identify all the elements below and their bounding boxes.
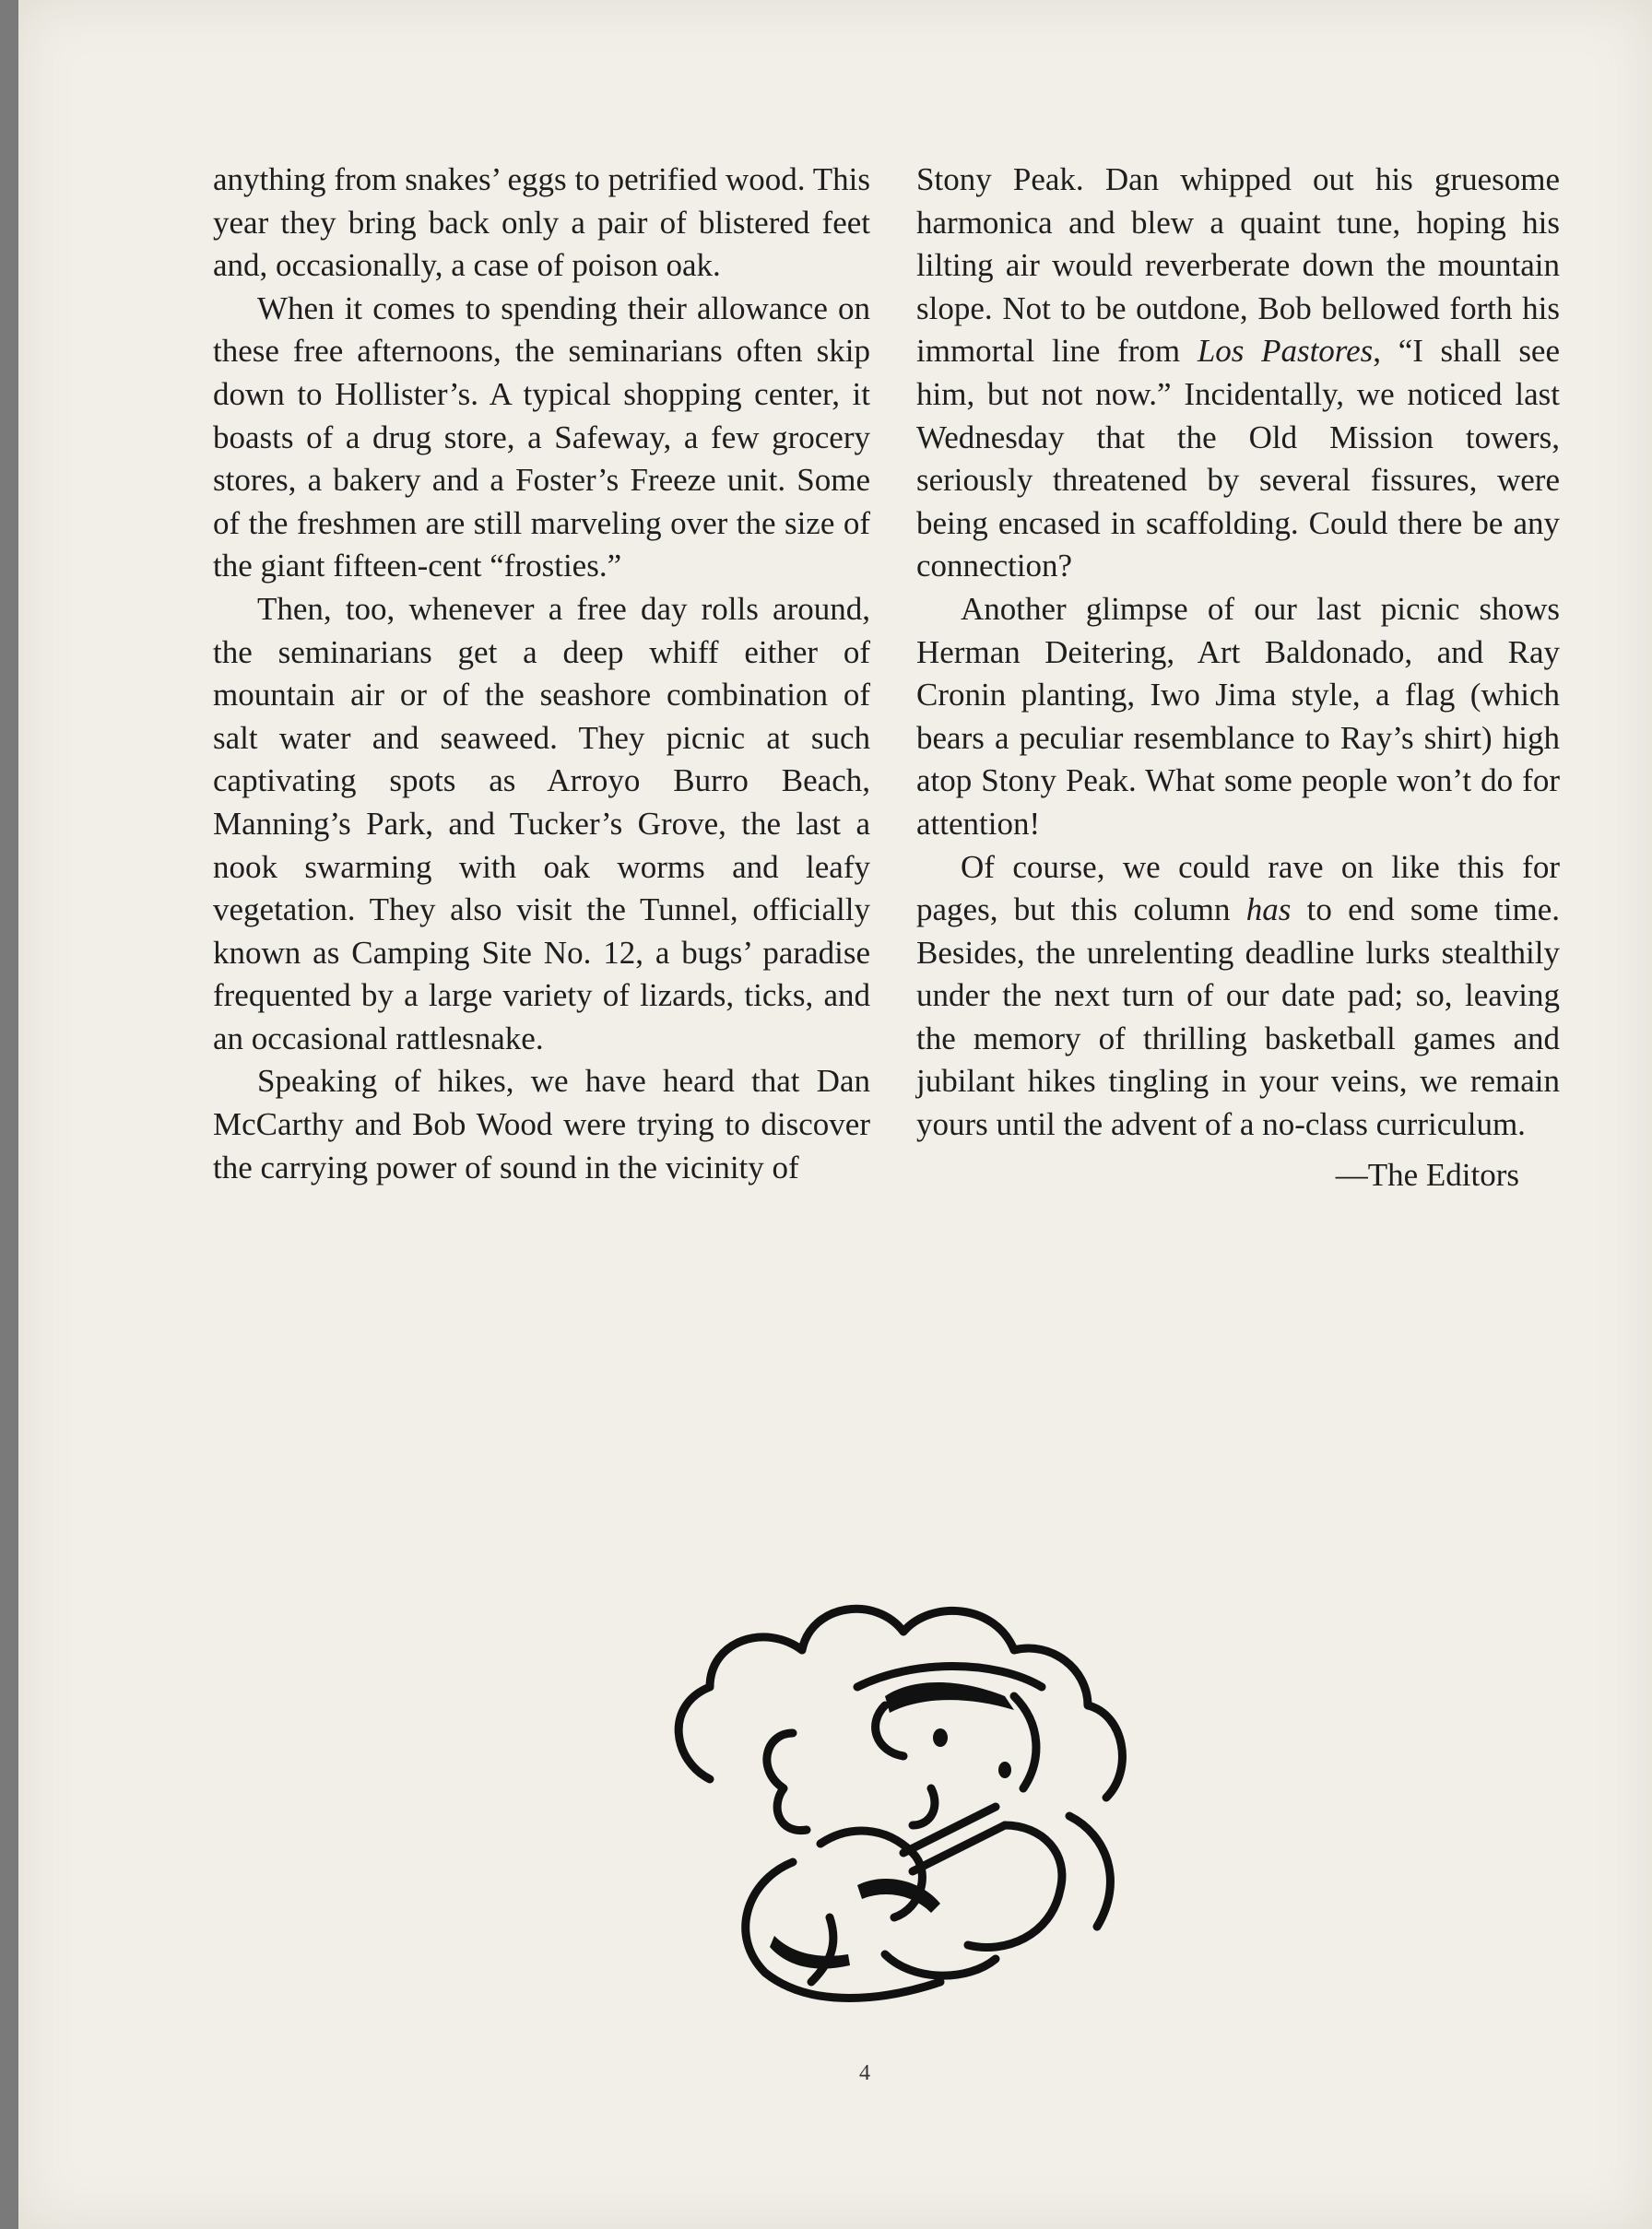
paragraph: Then, too, whenever a free day rolls around, the seminarians get a deep whiff either of mountain air or of the seashore combination of salt water and seaweed. They picnic at such captivating spots as Arroyo Burro Beach, Manning’s Park, and Tucker’s Grove, the last a nook swarming with oak worms and leafy vegetation. They also visit the Tunnel, officially known as Camping Site No. 12, a bugs’ paradise frequented by a large variety of lizards, ticks, and an occasional rattlesnake. [213,590,870,1056]
text-run: , “I shall see him, but not now.” Incidentally, we noticed last Wednesday that the Old Mission towers, seriously threatened by several fissures, were being encased in scaffolding. Could there be any connection? [916,333,1561,584]
text-run: Of course, we could rave on like this for pages, but this column [916,848,1560,928]
paragraph: Speaking of hikes, we have heard that Dan McCarthy and Bob Wood were trying to discover the carrying power of sound in the vicinity of [213,1063,870,1185]
text-run: to end some time. Besides, the unrelenting deadline lurks stealthily under the next turn of our date pad; so, leaving the memory of thrilling basketball games and jubilant hikes tingling in your veins, we remain yours until the advent of a no-class curriculum. [916,891,1560,1143]
signature: —The Editors [1335,1156,1519,1193]
right-column [916,159,1560,1197]
paragraph [916,159,1560,588]
paragraph: anything from snakes’ eggs to petrified wood. This year they bring back only a pair of blistered feet and, occasionally, a case of poison oak. [213,161,870,284]
page-number: 4 [859,2061,870,2085]
paragraph: When it comes to spending their allowance on these free afternoons, the seminarians often skip down to Hollister’s. A typical shopping center, it boasts of a drug store, a Safeway, a few grocery stores, a bakery and a Foster’s Freeze unit. Some of the freshmen are still marveling over the size of the giant fifteen-cent “frosties.” [213,289,870,584]
page-sheet [18,0,1652,2229]
left-column [213,159,870,1189]
italic-title: Los Pastores [1197,333,1374,370]
italic-word: has [1245,891,1292,928]
text-run: Stony Peak. Dan whipped out his gruesome harmonica and blew a quaint tune, hoping his lilting air would reverberate down the mountain slope. Not to be outdone, Bob bellowed forth his immortal line from [916,161,1560,370]
harmonica-player-illustration [608,1549,1162,2028]
paragraph: Another glimpse of our last picnic shows Herman Deitering, Art Baldonado, and Ray Cronin planting, Iwo Jima style, a flag (which bears a peculiar resemblance to Ray’s shirt) high atop Stony Peak. What some people won’t do for attention! [916,590,1560,842]
paragraph [916,846,1560,1147]
